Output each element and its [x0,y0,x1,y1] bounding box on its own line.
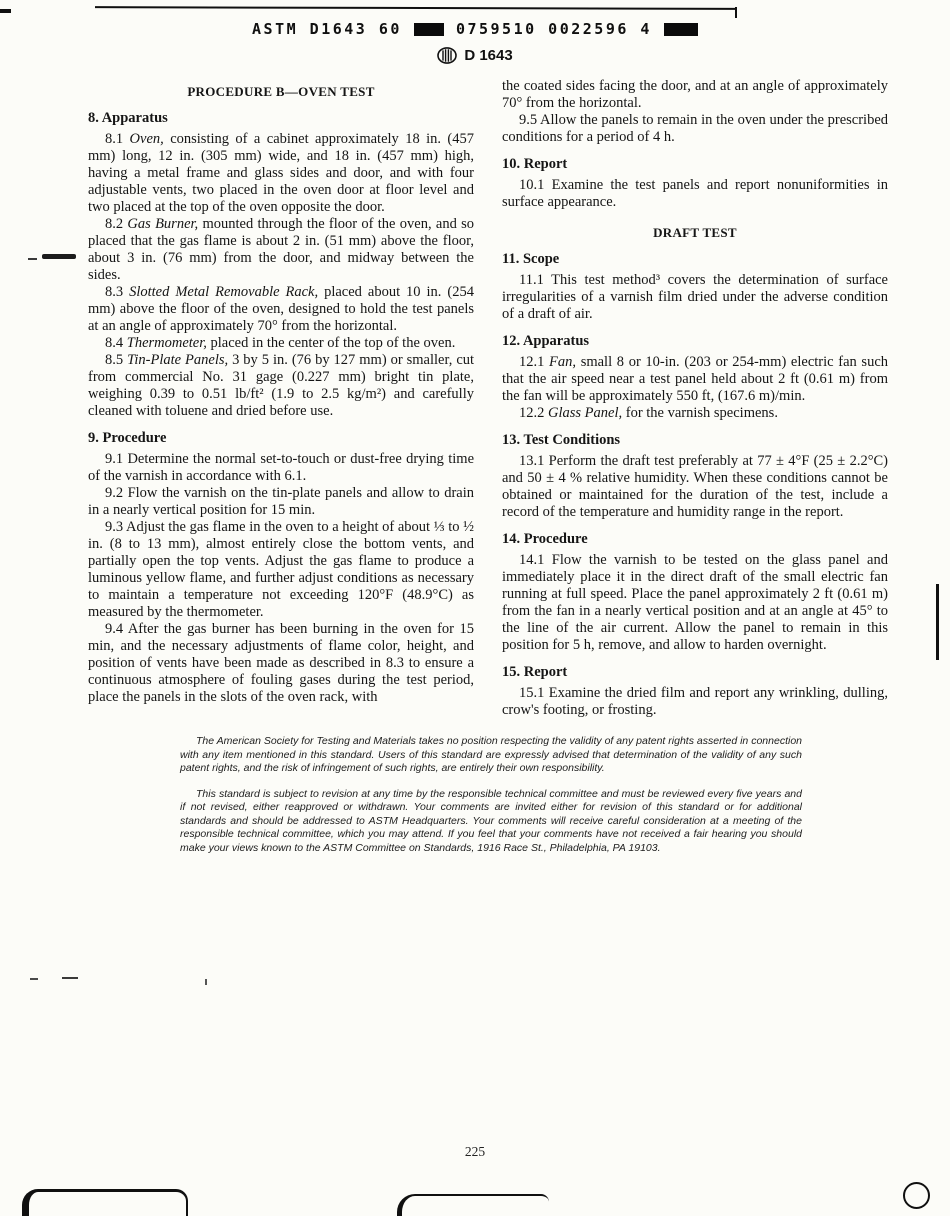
para-9-5 [502,112,888,146]
section-15-heading: 15. Report [502,664,568,680]
para-8-2 [88,216,474,284]
scan-header-text-left: ASTM D1643 60 [252,20,402,38]
defined-term: Glass Panel, [548,405,623,421]
para-12-1 [502,354,888,405]
scan-artifact-right-edge-line [936,584,939,660]
para-text: placed about 10 in. (254 mm) above the floor of the oven, designed to hold the test panels at an angle of approximately 70° from the horizontal. [88,284,474,334]
para-text: mounted through the floor of the oven, and so placed that the gas flame is about 2 in. (51 mm) above the floor, about 3 in. (76 mm) from the door, and midway between the sides. [88,216,475,283]
para-number: 9.3 [105,519,124,535]
scan-artifact-bottom-right-circle [903,1182,930,1209]
scan-artifact-bottom-center-curve [397,1194,549,1216]
para-text: consisting of a cabinet approximately 18 in. (457 mm) long, 12 in. (305 mm) wide, and 18 in. (457 mm) high, having a metal frame and glass sides and door, and with four adjustable vents, two placed in the oven door at floor level and two placed at the top of the oven opposite the door. [88,131,475,215]
scan-artifact-speck [205,979,207,985]
para-number: 12.2 [519,405,545,421]
para-text: Flow the varnish on the tin-plate panels and allow to drain in a nearly vertical position for 15 min. [88,485,475,518]
section-10-heading: 10. Report [502,156,568,172]
left-column [88,78,474,719]
scan-artifact-margin-dash [28,258,37,260]
standard-disclaimer-block [180,735,802,855]
page-body [0,64,950,719]
para-text: Perform the draft test preferably at 77 ± 4°F (25 ± 2.2°C) and 50 ± 4 % relative humidity. When these conditions cannot be obtained or maintained for the duration of the test, include a record of the temperature and humidity range in the report. [502,453,888,520]
para-9-1 [88,451,474,485]
section-8-heading: 8. Apparatus [88,110,168,126]
para-text: small 8 or 10-in. (203 or 254-mm) electric fan such that the air speed near a test panel held about 2 ft (0.61 m) from the fan will be approximately 550 ft, (167.6 m)/min. [502,354,889,404]
revision-notice: This standard is subject to revision at any time by the responsible technical committee and must be reviewed every five years and if not revised, either reapproved or withdrawn. Your comments are invited either for revision of this standard or for additional standards and should be addressed to ASTM Headquarters. Your comments will receive careful consideration at a meeting of the responsible technical committee, which you may attend. If you feel that your comments have not received a fair hearing you should make your views known to the ASTM Committee on Standards, 1916 Race St., Philadelphia, PA 19103. [180,787,802,854]
para-14-1 [502,552,888,654]
defined-term: Slotted Metal Removable Rack, [129,284,319,300]
para-number: 15.1 [519,685,545,701]
scan-header-text-right: 0759510 0022596 4 [455,20,652,38]
para-text: placed in the center of the top of the oven. [210,335,456,351]
astm-logo-icon [437,47,457,64]
section-13-heading: 13. Test Conditions [502,432,621,448]
para-text: for the varnish specimens. [625,405,778,421]
para-number: 10.1 [519,177,545,193]
para-text: Allow the panels to remain in the oven under the prescribed conditions for a period of 4 h. [502,112,889,145]
para-8-1 [88,131,474,216]
para-text: Determine the normal set-to-touch or dust-free drying time of the varnish in accordance with 6.1. [88,451,475,484]
para-number: 9.4 [105,621,124,637]
para-9-2 [88,485,474,519]
para-number: 14.1 [519,552,545,568]
para-text: This test method³ covers the determination of surface irregularities of a varnish film dried under the adverse condition of a draft of air. [502,272,888,322]
page-number: 225 [464,1144,486,1159]
para-number: 9.5 [519,112,538,128]
patent-disclaimer: The American Society for Testing and Materials takes no position respecting the validity of any patent rights asserted in connection with any item mentioned in this standard. Users of this standard are expressly advised that determination of the validity of any such patent rights, and the risk of infringement of such rights, are entirely their own responsibility. [180,735,802,774]
para-text: 3 by 5 in. (76 by 127 mm) or smaller, cut from commercial No. 31 gage (0.227 mm) bright tin plate, weighing 0.39 to 0.51 lb/ft² (1.9 to 2.5 kg/m²) and carefully cleaned with toluene and dried before use. [88,352,475,419]
scan-artifact-top-tick [735,7,737,18]
para-number: 13.1 [519,453,545,469]
filled-bar-icon [664,23,698,36]
section-9-heading: 9. Procedure [88,430,167,446]
defined-term: Oven, [129,131,164,147]
para-11-1 [502,272,888,323]
para-number: 8.5 [105,352,124,368]
para-text: After the gas burner has been burning in the oven for 15 min, and the necessary adjustments of flame color, height, and position of vents have been made as described in 8.3 to ensure a continuous atmosphere of fouling gases during the test period, place the panels in the slots of the oven rack, with [88,621,474,705]
defined-term: Gas Burner, [127,216,199,232]
scan-artifact-margin-dash [62,977,78,979]
para-8-3 [88,284,474,335]
defined-term: Fan, [549,354,577,370]
defined-term: Tin-Plate Panels, [127,352,229,368]
para-15-1 [502,685,888,719]
para-8-4 [88,335,474,352]
para-number: 8.1 [105,131,124,147]
para-10-1 [502,177,888,211]
para-text: Flow the varnish to be tested on the glass panel and immediately place it in the direct draft of the small electric fan running at full speed. Place the panel approximately 2 ft (0.61 m) from the fan in a nearly vertical position and at an angle at 45° to the line of the air current. Allow the panel to remain in this position for 5 h, remove, and allow to harden overnight. [502,552,888,653]
para-text: Adjust the gas flame in the oven to a height of about ⅓ to ½ in. (8 to 13 mm), almost entirely close the bottom vents, and partially open the top vents. Adjust the gas flame to produce a luminous yellow flame, and further adjust conditions as necessary to maintain a temperature not exceeding 120°F (48.9°C) as measured by the thermometer. [88,519,475,620]
document-designation [0,47,950,64]
para-number: 8.3 [105,284,124,300]
para-9-4-continued [502,78,888,112]
para-text: Examine the dried film and report any wrinkling, dulling, crow's footing, or frosting. [502,685,888,718]
para-8-5 [88,352,474,420]
doc-code: D 1643 [464,47,513,64]
section-14-heading: 14. Procedure [502,531,588,547]
scan-artifact-margin-dash [30,978,38,980]
filled-bar-icon [414,23,444,36]
para-9-4 [88,621,474,706]
right-column [502,78,888,719]
draft-test-heading: DRAFT TEST [653,225,737,240]
section-11-heading: 11. Scope [502,251,560,267]
para-number: 9.1 [105,451,124,467]
para-number: 9.2 [105,485,124,501]
para-number: 12.1 [519,354,545,370]
para-text: Examine the test panels and report nonuniformities in surface appearance. [502,177,888,210]
scan-artifact-margin-dash [42,254,76,259]
para-number: 8.2 [105,216,124,232]
para-12-2 [502,405,888,422]
para-number: 11.1 [519,272,544,288]
section-12-heading: 12. Apparatus [502,333,590,349]
defined-term: Thermometer, [126,335,207,351]
para-9-3 [88,519,474,621]
para-13-1 [502,453,888,521]
para-text: the coated sides facing the door, and at an angle of approximately 70° from the horizontal. [502,78,888,111]
para-number: 8.4 [105,335,124,351]
scan-artifact-bottom-left-curve [22,1189,188,1216]
scan-artifact-corner-mark [0,9,11,13]
procedure-b-heading: PROCEDURE B—OVEN TEST [187,84,375,99]
